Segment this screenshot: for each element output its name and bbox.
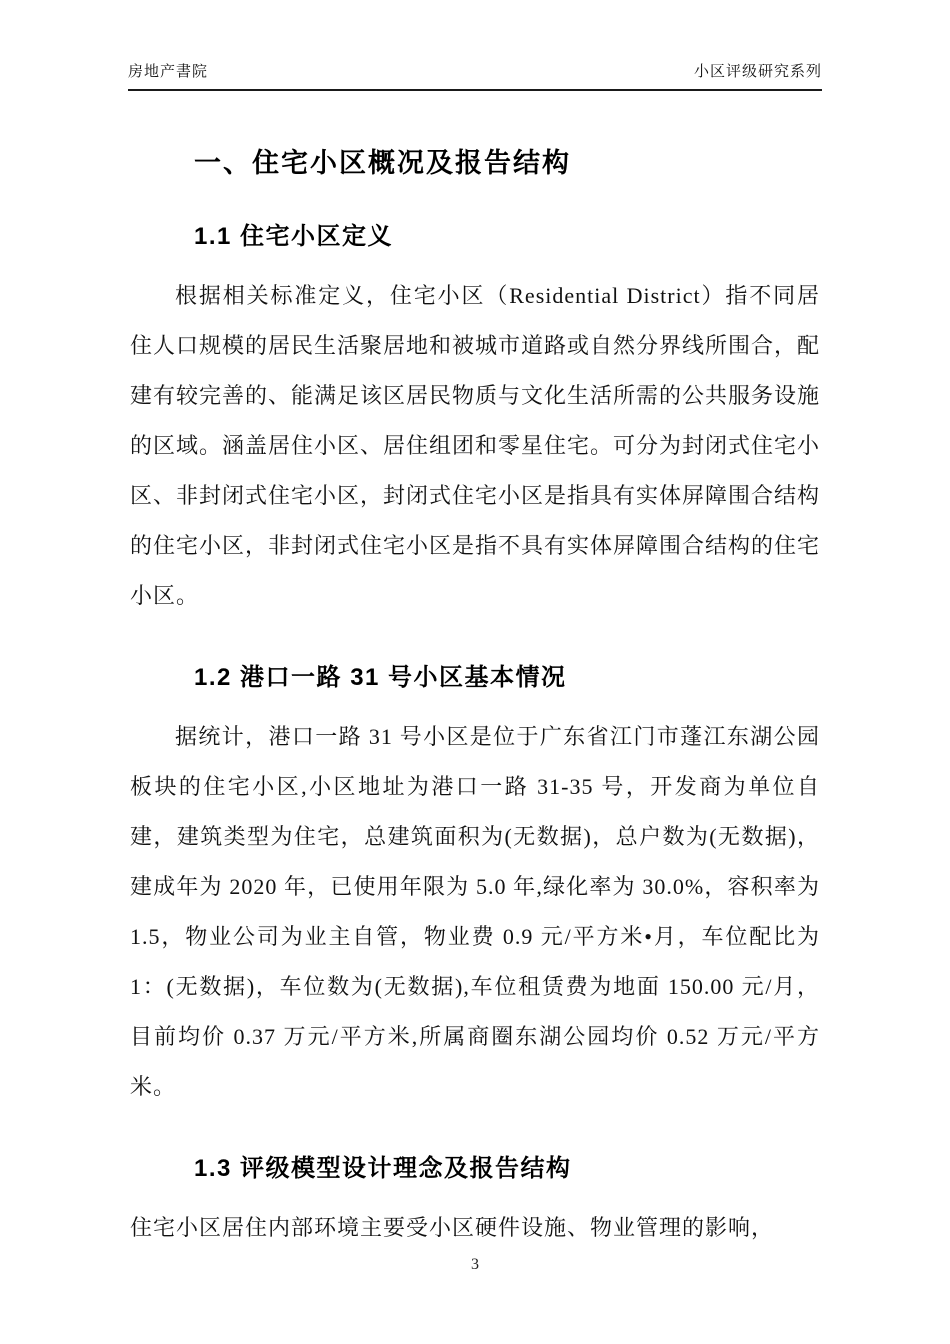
paragraph-basic-info: 据统计，港口一路 31 号小区是位于广东省江门市蓬江东湖公园板块的住宅小区,小区地址为港口一路 31-35 号，开发商为单位自建，建筑类型为住宅，总建筑面积为(无数据)，总户数为(无数据)，建成年为 2020 年，已使用年限为 5.0 年,绿化率为 30.0%，容积率为 1.5，物业公司为业主自管，物业费 0.9 元/平方米•月，车位配比为 1：(无数据)，车位数为(无数据),车位租赁费为地面 150.00 元/月，目前均价 0.37 万元/平方米,所属商圈东湖公园均价 0.52 万元/平方米。	[130, 724, 820, 1099]
section-heading-1-2: 1.2 港口一路 31 号小区基本情况	[194, 664, 567, 691]
section-definition	[130, 216, 820, 621]
section-rating-model	[130, 1148, 820, 1253]
paragraph-definition: 根据相关标准定义，住宅小区（Residential District）指不同居住人口规模的居民生活聚居地和被城市道路或自然分界线所围合，配建有较完善的、能满足该区居民物质与文化生活所需的公共服务设施的区域。涵盖居住小区、居住组团和零星住宅。可分为封闭式住宅小区、非封闭式住宅小区，封闭式住宅小区是指具有实体屏障围合结构的住宅小区，非封闭式住宅小区是指不具有实体屏障围合结构的住宅小区。	[130, 283, 821, 608]
paragraph-rating-model: 住宅小区居住内部环境主要受小区硬件设施、物业管理的影响，	[130, 1215, 775, 1240]
page-header	[128, 0, 822, 91]
chapter-title: 一、住宅小区概况及报告结构	[194, 148, 571, 178]
header-left-text: 房地产書院	[128, 64, 209, 80]
document-content	[130, 141, 820, 1253]
page-footer	[0, 1256, 950, 1274]
header-right-text: 小区评级研究系列	[693, 64, 822, 80]
section-heading-1-3: 1.3 评级模型设计理念及报告结构	[194, 1155, 572, 1182]
section-heading-1-1: 1.1 住宅小区定义	[194, 223, 394, 250]
section-basic-info	[130, 657, 820, 1112]
page-number: 3	[471, 1256, 479, 1273]
